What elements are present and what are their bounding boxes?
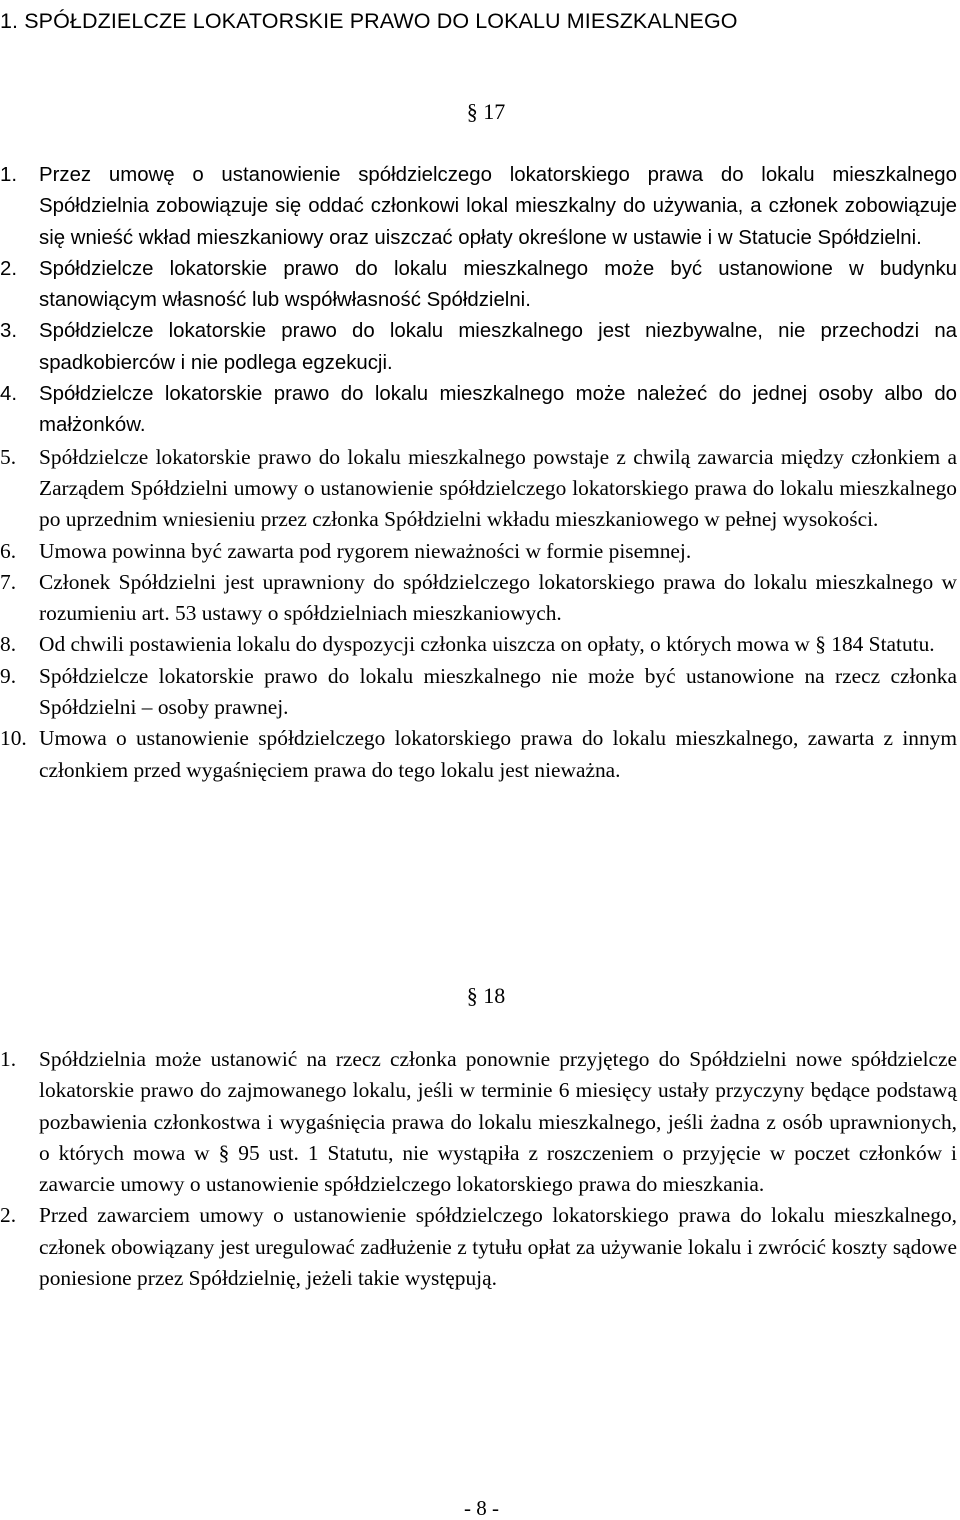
- list-item: [0, 442, 957, 536]
- item-number: 4.: [0, 383, 18, 406]
- list-item: [0, 1044, 957, 1200]
- list-item: [0, 1200, 957, 1294]
- item-text: Spółdzielcze lokatorskie prawo do lokalu mieszkalnego nie może być ustanowione na rzecz członka Spółdzielni – osoby prawnej.: [39, 663, 957, 720]
- list-item: [0, 254, 957, 317]
- item-number: 8.: [0, 632, 17, 657]
- item-text: Spółdzielnia może ustanowić na rzecz członka ponownie przyjętego do Spółdzielni nowe spółdzielcze lokatorskie prawo do zajmowanego lokalu, jeśli w terminie 6 miesięcy ustały przyczyny będące podstawą pozbawienia członkostwa i wygaśnięcia prawa do lokalu mieszkalnego, jeśli żadna z osób uprawnionych, o których mowa w § 95 ust. 1 Statutu, nie wystąpiła z roszczeniem o przyjęcie w poczet członków i zawarcie umowy o ustanowienie spółdzielczego lokatorskiego prawa do mieszkania.: [39, 1047, 957, 1197]
- item-number: 7.: [0, 569, 17, 594]
- item-text: Spółdzielcze lokatorskie prawo do lokalu mieszkalnego jest niezbywalne, nie przechodzi na spadkobierców i nie podlega egzekucji.: [39, 320, 957, 374]
- section-17-list: [0, 160, 957, 786]
- section-mark-18: § 18: [466, 983, 506, 1008]
- section-mark-17: § 17: [466, 99, 506, 124]
- item-text: Przez umowę o ustanowienie spółdzielczego lokatorskiego prawa do lokalu mieszkalnego Spółdzielnia zobowiązuje się oddać członkowi lokal mieszkalny do używania, a członek zobowiązuje się wnieść wkład mieszkaniowy oraz uiszczać opłaty określone w ustawie i w Statucie Spółdzielni.: [39, 164, 957, 249]
- chapter-heading: 1. SPÓŁDZIELCZE LOKATORSKIE PRAWO DO LOKALU MIESZKALNEGO: [0, 9, 738, 33]
- item-number: 5.: [0, 444, 17, 469]
- item-text: Spółdzielcze lokatorskie prawo do lokalu mieszkalnego może być ustanowione w budynku stanowiącym własność lub współwłasność Spółdzielni.: [39, 257, 957, 312]
- list-item: [0, 536, 957, 567]
- list-item: [0, 661, 957, 724]
- section-18-list: [0, 1044, 957, 1294]
- page-number: - 8 -: [464, 1496, 499, 1520]
- item-number: 6.: [0, 538, 17, 563]
- list-item: [0, 160, 957, 254]
- item-text: Spółdzielcze lokatorskie prawo do lokalu mieszkalnego powstaje z chwilą zawarcia między członkiem a Zarządem Spółdzielni umowy o ustanowienie spółdzielczego lokatorskiego prawa do lokalu mieszkalnego po uprzednim wniesieniu przez członka Spółdzielni wkładu mieszkaniowego w pełnej wysokości.: [39, 444, 957, 532]
- item-number: 1.: [0, 1047, 17, 1071]
- item-number: 10.: [0, 726, 27, 751]
- item-text: Członek Spółdzielni jest uprawniony do spółdzielczego lokatorskiego prawa do lokalu mieszkalnego w rozumieniu art. 53 ustawy o spółdzielniach mieszkaniowych.: [39, 569, 957, 626]
- item-text: Spółdzielcze lokatorskie prawo do lokalu mieszkalnego może należeć do jednej osoby albo do małżonków.: [39, 383, 957, 437]
- item-number: 1.: [0, 164, 18, 186]
- list-item: [0, 379, 957, 442]
- item-text: Umowa o ustanowienie spółdzielczego lokatorskiego prawa do lokalu mieszkalnego, zawarta z innym członkiem przed wygaśnięciem prawa do tego lokalu jest nieważna.: [39, 726, 957, 782]
- item-text: Od chwili postawienia lokalu do dyspozycji członka uiszcza on opłaty, o których mowa w § 184 Statutu.: [39, 632, 935, 657]
- item-text: Umowa powinna być zawarta pod rygorem nieważności w formie pisemnej.: [39, 538, 692, 563]
- list-item: [0, 629, 957, 660]
- list-item: [0, 723, 957, 786]
- list-item: [0, 316, 957, 379]
- list-item: [0, 567, 957, 630]
- item-text: Przed zawarciem umowy o ustanowienie spółdzielczego lokatorskiego prawa do lokalu mieszkalnego, członek obowiązany jest uregulować zadłużenie z tytułu opłat za używanie lokalu i zwrócić koszty sądowe poniesione przez Spółdzielnię, jeżeli takie występują.: [39, 1203, 957, 1291]
- item-number: 9.: [0, 663, 17, 688]
- item-number: 3.: [0, 320, 18, 343]
- item-number: 2.: [0, 257, 18, 280]
- item-number: 2.: [0, 1203, 17, 1228]
